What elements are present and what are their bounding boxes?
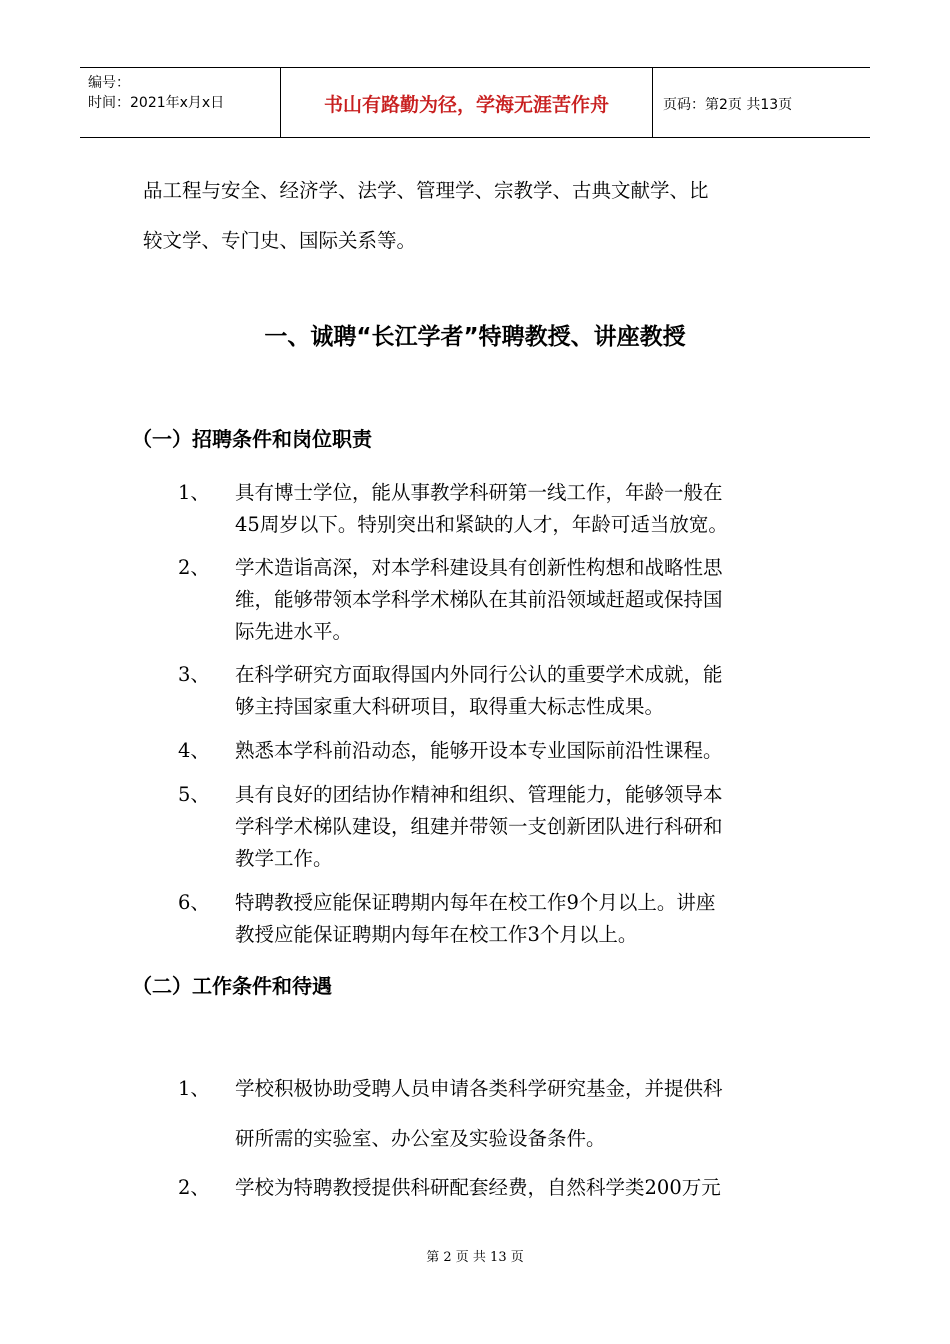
list-item-line: 教学工作。 [235, 847, 333, 870]
header-page-info: 页码：第2页 共13页 [663, 97, 793, 113]
list-item-number: 6、 [178, 891, 210, 914]
document-number-label: 编号： [88, 75, 130, 91]
list-item-number: 5、 [178, 783, 210, 806]
list-item-line: 特聘教授应能保证聘期内每年在校工作9个月以上。讲座 [235, 891, 716, 914]
list-item-line: 在科学研究方面取得国内外同行公认的重要学术成就，能 [235, 663, 723, 686]
intro-line-2: 较文学、专门史、国际关系等。 [143, 229, 417, 252]
list-item-line: 学校积极协助受聘人员申请各类科学研究基金，并提供科 [235, 1077, 723, 1100]
list-item-line: 具有博士学位，能从事教学科研第一线工作，年龄一般在 [235, 481, 723, 504]
list-item-line: 具有良好的团结协作精神和组织、管理能力，能够领导本 [235, 783, 723, 806]
list-item-number: 1、 [178, 1077, 210, 1100]
list-item-number: 2、 [178, 556, 210, 579]
part1-title: （一）招聘条件和岗位职责 [132, 427, 372, 451]
list-item-line: 研所需的实验室、办公室及实验设备条件。 [235, 1127, 606, 1150]
list-item-line: 45周岁以下。特别突出和紧缺的人才，年龄可适当放宽。 [235, 513, 728, 536]
list-item-line: 熟悉本学科前沿动态，能够开设本专业国际前沿性课程。 [235, 739, 723, 762]
list-item-number: 2、 [178, 1176, 210, 1199]
header-motto-cell [281, 68, 653, 137]
page-header [80, 67, 870, 138]
header-motto: 书山有路勤为径，学海无涯苦作舟 [323, 94, 609, 116]
document-time-label: 时间：2021年x月x日 [88, 95, 225, 111]
part2-title: （二）工作条件和待遇 [132, 974, 332, 998]
list-item-line: 够主持国家重大科研项目，取得重大标志性成果。 [235, 695, 665, 718]
list-item-number: 3、 [178, 663, 210, 686]
list-item-line: 际先进水平。 [235, 620, 353, 643]
list-item-line: 教授应能保证聘期内每年在校工作3个月以上。 [235, 923, 638, 946]
intro-line-1: 品工程与安全、经济学、法学、管理学、宗教学、古典文献学、比 [143, 179, 709, 202]
header-page-cell [653, 68, 870, 137]
list-item-line: 维，能够带领本学科学术梯队在其前沿领域赶超或保持国 [235, 588, 723, 611]
header-meta-cell [80, 68, 281, 137]
list-item-number: 1、 [178, 481, 210, 504]
list-item-number: 4、 [178, 739, 210, 762]
list-item-line: 学校为特聘教授提供科研配套经费，自然科学类200万元 [235, 1176, 721, 1199]
page-footer: 第 2 页 共 13 页 [426, 1250, 524, 1265]
section-title: 一、诚聘“长江学者”特聘教授、讲座教授 [264, 324, 686, 350]
list-item-line: 学术造诣高深，对本学科建设具有创新性构想和战略性思 [235, 556, 723, 579]
list-item-line: 学科学术梯队建设，组建并带领一支创新团队进行科研和 [235, 815, 723, 838]
